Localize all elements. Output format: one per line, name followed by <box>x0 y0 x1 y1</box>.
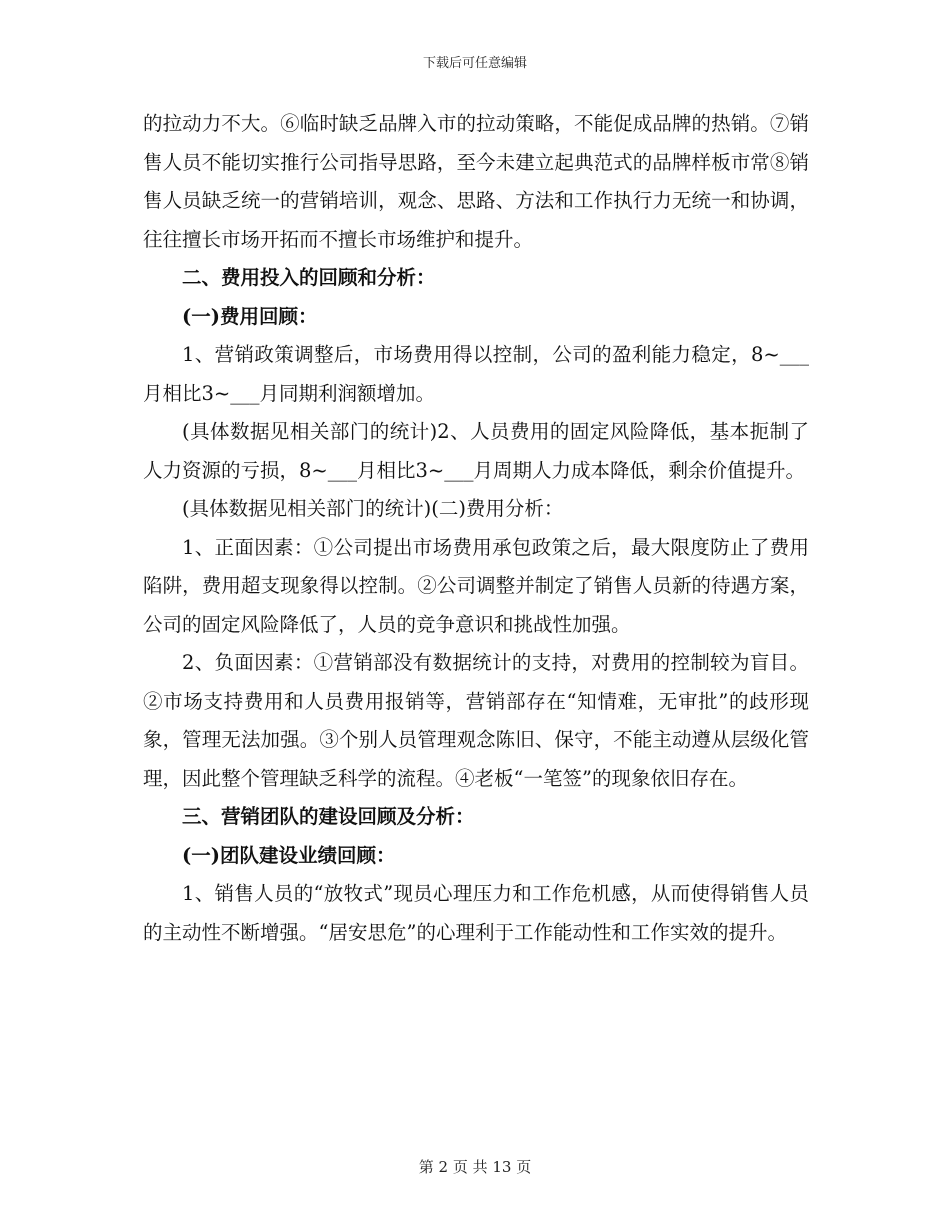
paragraph: 1、正面因素：①公司提出市场费用承包政策之后，最大限度防止了费用陷阱，费用超支现象得以控制。②公司调整并制定了销售人员新的待遇方案，公司的固定风险降低了，人员的竞争意识和挑战性加强。 <box>143 535 809 636</box>
section-heading: 二、费用投入的回顾和分析： <box>182 266 436 289</box>
page-header: 下载后可任意编辑 <box>422 56 527 71</box>
paragraph: 的拉动力不大。⑥临时缺乏品牌入市的拉动策略，不能促成品牌的热销。⑦销售人员不能切实推行公司指导思路，至今未建立起典范式的品牌样板市常⑧销售人员缺乏统一的营销培训，观念、思路、方法和工作执行力无统一和协调，往往擅长市场开拓而不擅长市场维护和提升。 <box>143 112 809 251</box>
subsection-heading: (一)团队建设业绩回顾： <box>182 843 396 867</box>
paragraph: 1、销售人员的“放牧式”现员心理压力和工作危机感，从而使得销售人员的主动性不断增强。“居安思危”的心理利于工作能动性和工作实效的提升。 <box>143 882 809 944</box>
section-heading: 三、营销团队的建设回顾及分析： <box>182 805 475 828</box>
subsection-heading: (一)费用回顾： <box>182 304 318 328</box>
paragraph: 2、负面因素：①营销部没有数据统计的支持，对费用的控制较为盲目。②市场支持费用和人员费用报销等，营销部存在“知情难，无审批”的歧形现象，管理无法加强。③个别人员管理观念陈旧、保守，不能主动遵从层级化管理，因此整个管理缺乏科学的流程。④老板“一笔签”的现象依旧存在。 <box>143 651 809 790</box>
paragraph: (具体数据见相关部门的统计)(二)费用分析： <box>182 497 564 520</box>
page-footer: 第 2 页 共 13 页 <box>418 1158 532 1176</box>
paragraph: (具体数据见相关部门的统计)2、人员费用的固定风险降低，基本扼制了人力资源的亏损，8~___月相比3~___月周期人力成本降低，剩余价值提升。 <box>143 420 809 482</box>
paragraph: 1、营销政策调整后，市场费用得以控制，公司的盈利能力稳定，8~___月相比3~___月同期利润额增加。 <box>143 343 809 405</box>
document-body <box>143 105 809 952</box>
